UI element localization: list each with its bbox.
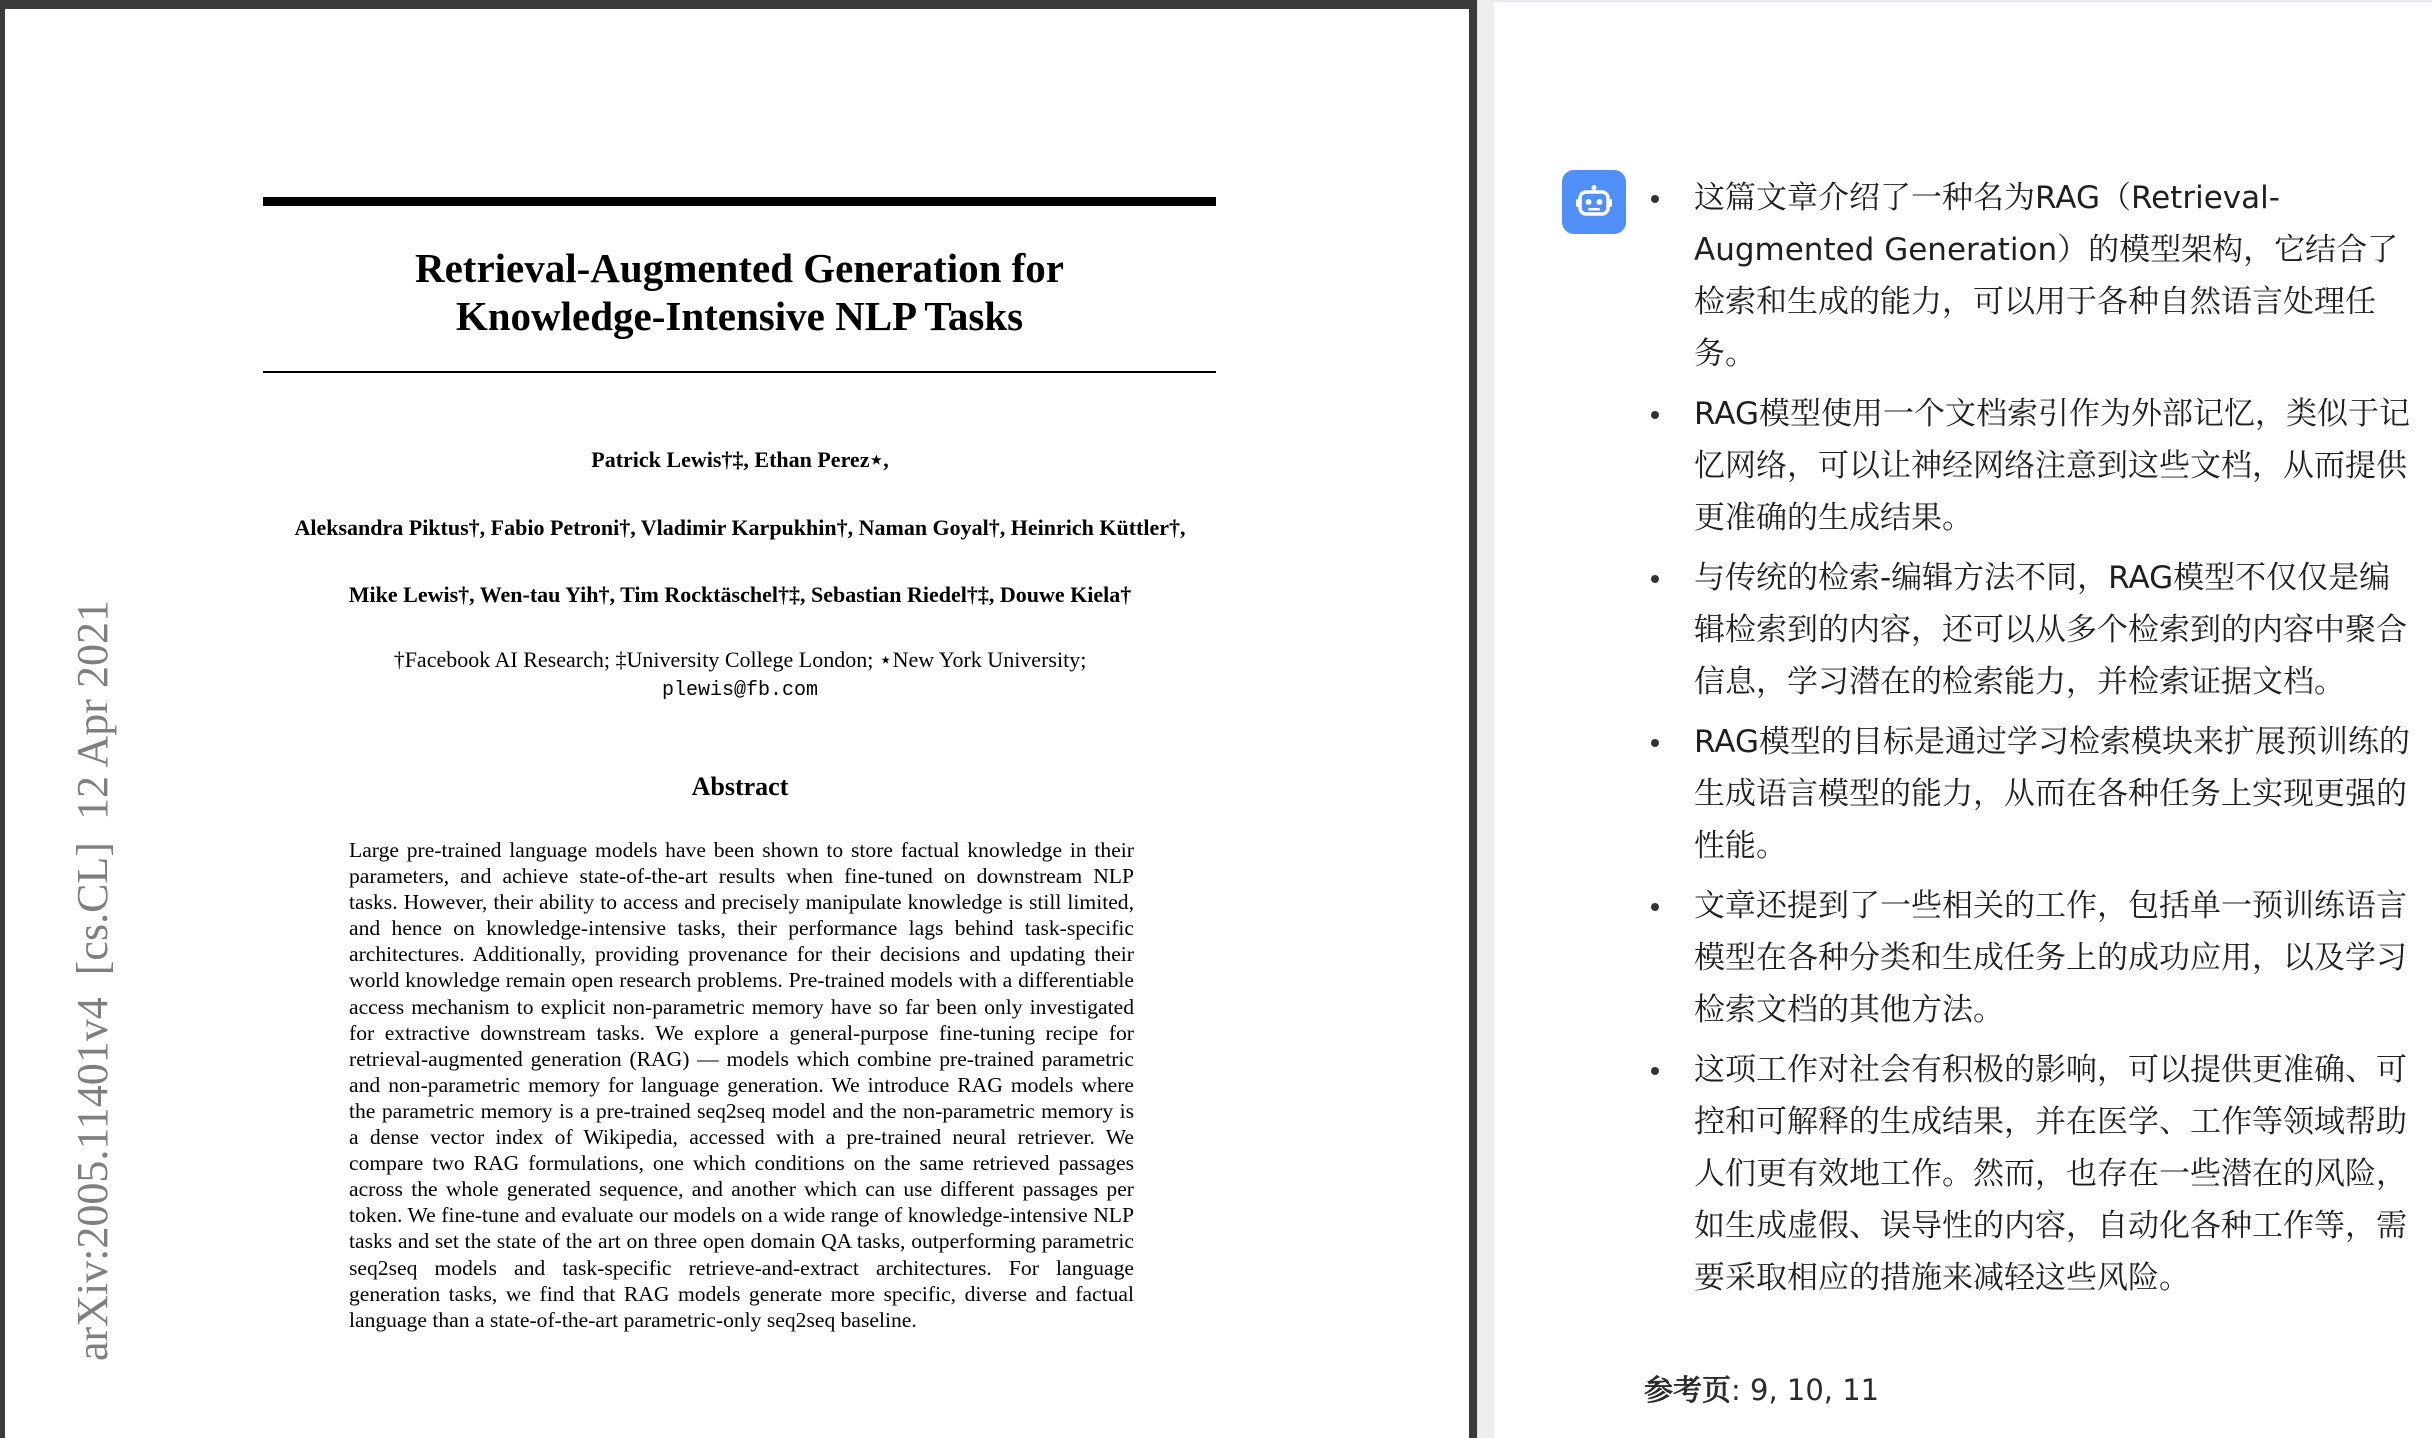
paper-title-line-1: Retrieval-Augmented Generation for [415, 245, 1064, 291]
authors-line-1: Patrick Lewis†‡, Ethan Perez⋆, [591, 447, 889, 472]
reference-page-numbers[interactable]: : 9, 10, 11 [1731, 1373, 1880, 1407]
title-top-rule [263, 197, 1216, 206]
authors-line-2: Aleksandra Piktus†, Fabio Petroni†, Vladimir Karpukhin†, Naman Goyal†, Heinrich Küttler†, [294, 515, 1186, 540]
authors-line-3: Mike Lewis†, Wen-tau Yih†, Tim Rocktäschel†‡, Sebastian Riedel†‡, Douwe Kiela† [348, 582, 1132, 607]
paper-title-line-2: Knowledge-Intensive NLP Tasks [455, 293, 1024, 339]
robot-icon-glyph [1576, 185, 1612, 219]
author-email: plewis@fb.com [661, 679, 819, 702]
panel-divider[interactable] [1477, 0, 1494, 1438]
summary-item: RAG模型使用一个文档索引作为外部记忆，类似于记忆网络，可以让神经网络注意到这些文档，从而提供更准确的生成结果。 [1651, 388, 2421, 544]
summary-list [1651, 172, 2421, 1312]
abstract-heading: Abstract [691, 772, 789, 801]
arxiv-stamp: arXiv:2005.11401v4 [cs.CL] 12 Apr 2021 [68, 600, 117, 1361]
abstract-body: Large pre-trained language models have been shown to store factual knowledge in their parameters, and achieve state-of-the-art results when fine-tuned on downstream NLP tasks. However, their ability to access and precisely manipulate knowledge is still limited, and hence on knowledge-intensive tasks, their performance lags behind task-specific architectures. Additionally, providing provenance for their decisions and updating their world knowledge remain open research problems. Pre-trained models with a differentiable access mechanism to explicit non-parametric memory have so far been only investigated for extractive downstream tasks. We explore a general-purpose fine-tuning recipe for retrieval-augmented generation (RAG) — models which combine pre-trained parametric and non-parametric memory for language generation. We introduce RAG models where the parametric memory is a pre-trained seq2seq model and the non-parametric memory is a dense vector index of Wikipedia, accessed with a pre-trained neural retriever. We compare two RAG formulations, one which conditions on the same retrieved passages across the whole generated sequence, and another which can use different passages per token. We fine-tune and evaluate our models on a wide range of knowledge-intensive NLP tasks and set the state of the art on three open domain QA tasks, outperforming parametric seq2seq models and task-specific retrieve-and-extract architectures. For language generation tasks, we find that RAG models generate more specific, diverse and factual language than a state-of-the-art parametric-only seq2seq baseline. [349, 838, 1134, 1332]
robot-icon [1562, 170, 1626, 234]
summary-item: 这项工作对社会有积极的影响，可以提供更准确、可控和可解释的生成结果，并在医学、工作等领域帮助人们更有效地工作。然而，也存在一些潜在的风险，如生成虚假、误导性的内容，自动化各种工作等，需要采取相应的措施来减轻这些风险。 [1651, 1044, 2421, 1304]
pdf-page[interactable] [5, 9, 1469, 1438]
title-bottom-rule [263, 371, 1216, 373]
affiliations: †Facebook AI Research; ‡University College London; ⋆New York University; [393, 647, 1087, 672]
assistant-panel [1494, 0, 2432, 1438]
reference-pages [1644, 1368, 1879, 1409]
summary-item: 文章还提到了一些相关的工作，包括单一预训练语言模型在各种分类和生成任务上的成功应用，以及学习检索文档的其他方法。 [1651, 880, 2421, 1036]
reference-label: 参考页 [1644, 1373, 1732, 1407]
summary-item: 这篇文章介绍了一种名为RAG（Retrieval-Augmented Generation）的模型架构，它结合了检索和生成的能力，可以用于各种自然语言处理任务。 [1651, 172, 2421, 380]
summary-item: RAG模型的目标是通过学习检索模块来扩展预训练的生成语言模型的能力，从而在各种任务上实现更强的性能。 [1651, 716, 2421, 872]
summary-item: 与传统的检索-编辑方法不同，RAG模型不仅仅是编辑检索到的内容，还可以从多个检索到的内容中聚合信息，学习潜在的检索能力，并检索证据文档。 [1651, 552, 2421, 708]
paper-title [263, 244, 1216, 340]
